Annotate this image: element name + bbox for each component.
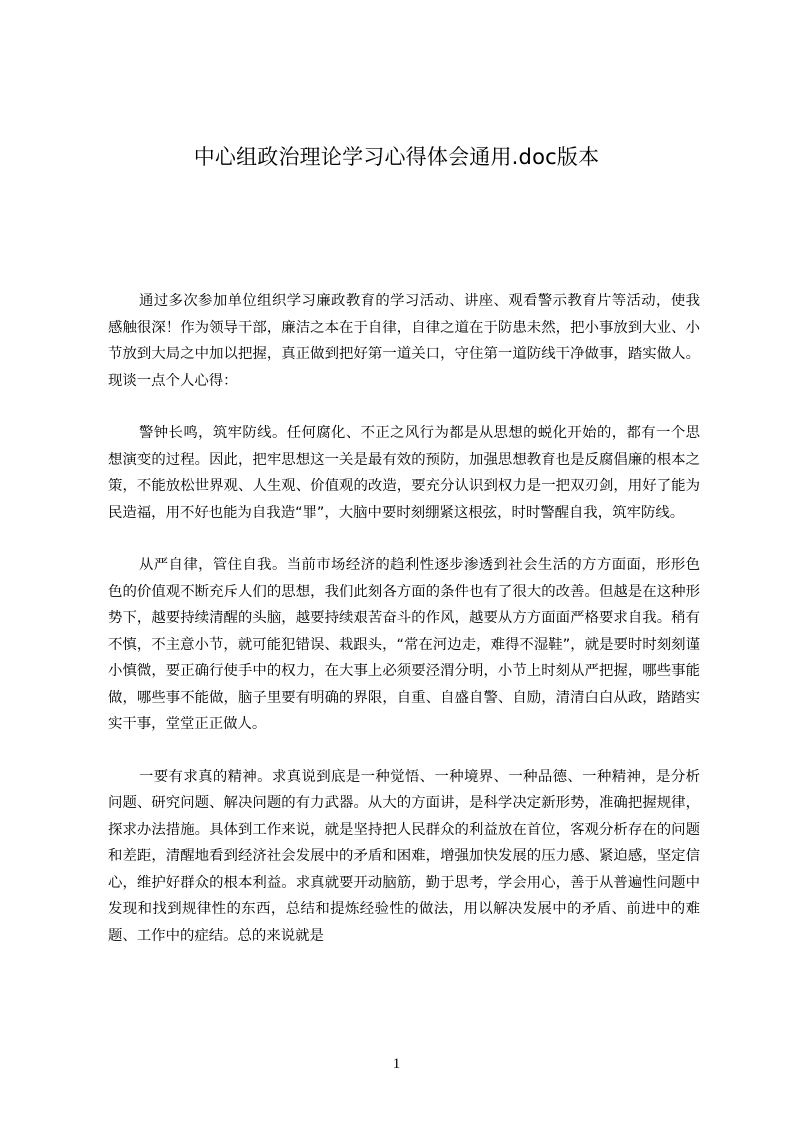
document-title: 中心组政治理论学习心得体会通用.doc版本 bbox=[193, 145, 600, 169]
paragraph-1: 通过多次参加单位组织学习廉政教育的学习活动、讲座、观看警示教育片等活动，使我感触很深！作为领导干部，廉洁之本在于自律，自律之道在于防患未然，把小事放到大业、小节放到大局之中加以把握，真正做到把好第一道关口，守住第一道防线干净做事，踏实做人。现谈一点个人心得： bbox=[108, 293, 700, 389]
paragraph-2: 警钟长鸣，筑牢防线。任何腐化、不正之风行为都是从思想的蜕化开始的，都有一个思想演变的过程。因此，把牢思想这一关是最有效的预防，加强思想教育也是反腐倡廉的根本之策，不能放松世界观、人生观、价值观的改造，要充分认识到权力是一把双刃剑，用好了能为民造福，用不好也能为自我造“罪”，大脑中要时刻绷紧这根弦，时时警醒自我，筑牢防线。 bbox=[108, 425, 700, 521]
document-body bbox=[108, 288, 700, 975]
paragraph-3: 从严自律，管住自我。当前市场经济的趋利性逐步渗透到社会生活的方方面面，形形色色的价值观不断充斥人们的思想，我们此刻各方面的条件也有了很大的改善。但越是在这种形势下，越要持续清醒的头脑，越要持续艰苦奋斗的作风，越要从方方面面严格要求自我。稍有不慎，不主意小节，就可能犯错误、栽跟头，“常在河边走，难得不湿鞋”，就是要时时刻刻谨小慎微，要正确行使手中的权力，在大事上必须要泾渭分明，小节上时刻从严把握，哪些事能做，哪些事不能做，脑子里要有明确的界限，自重、自盛自警、自励，清清白白从政，踏踏实实干事，堂堂正正做人。 bbox=[108, 557, 700, 732]
paragraph-4: 一要有求真的精神。求真说到底是一种觉悟、一种境界、一种品德、一种精神，是分析问题、研究问题、解决问题的有力武器。从大的方面讲，是科学决定新形势，准确把握规律，探求办法措施。具体到工作来说，就是坚持把人民群众的利益放在首位，客观分析存在的问题和差距，清醒地看到经济社会发展中的矛盾和困难，增强加快发展的压力感、紧迫感，坚定信心，维护好群众的根本利益。求真就要开动脑筋，勤于思考，学会用心，善于从普遍性问题中发现和找到规律性的东西，总结和提炼经验性的做法，用以解决发展中的矛盾、前进中的难题、工作中的症结。总的来说就是 bbox=[108, 768, 700, 944]
page-number: 1 bbox=[392, 1056, 401, 1072]
